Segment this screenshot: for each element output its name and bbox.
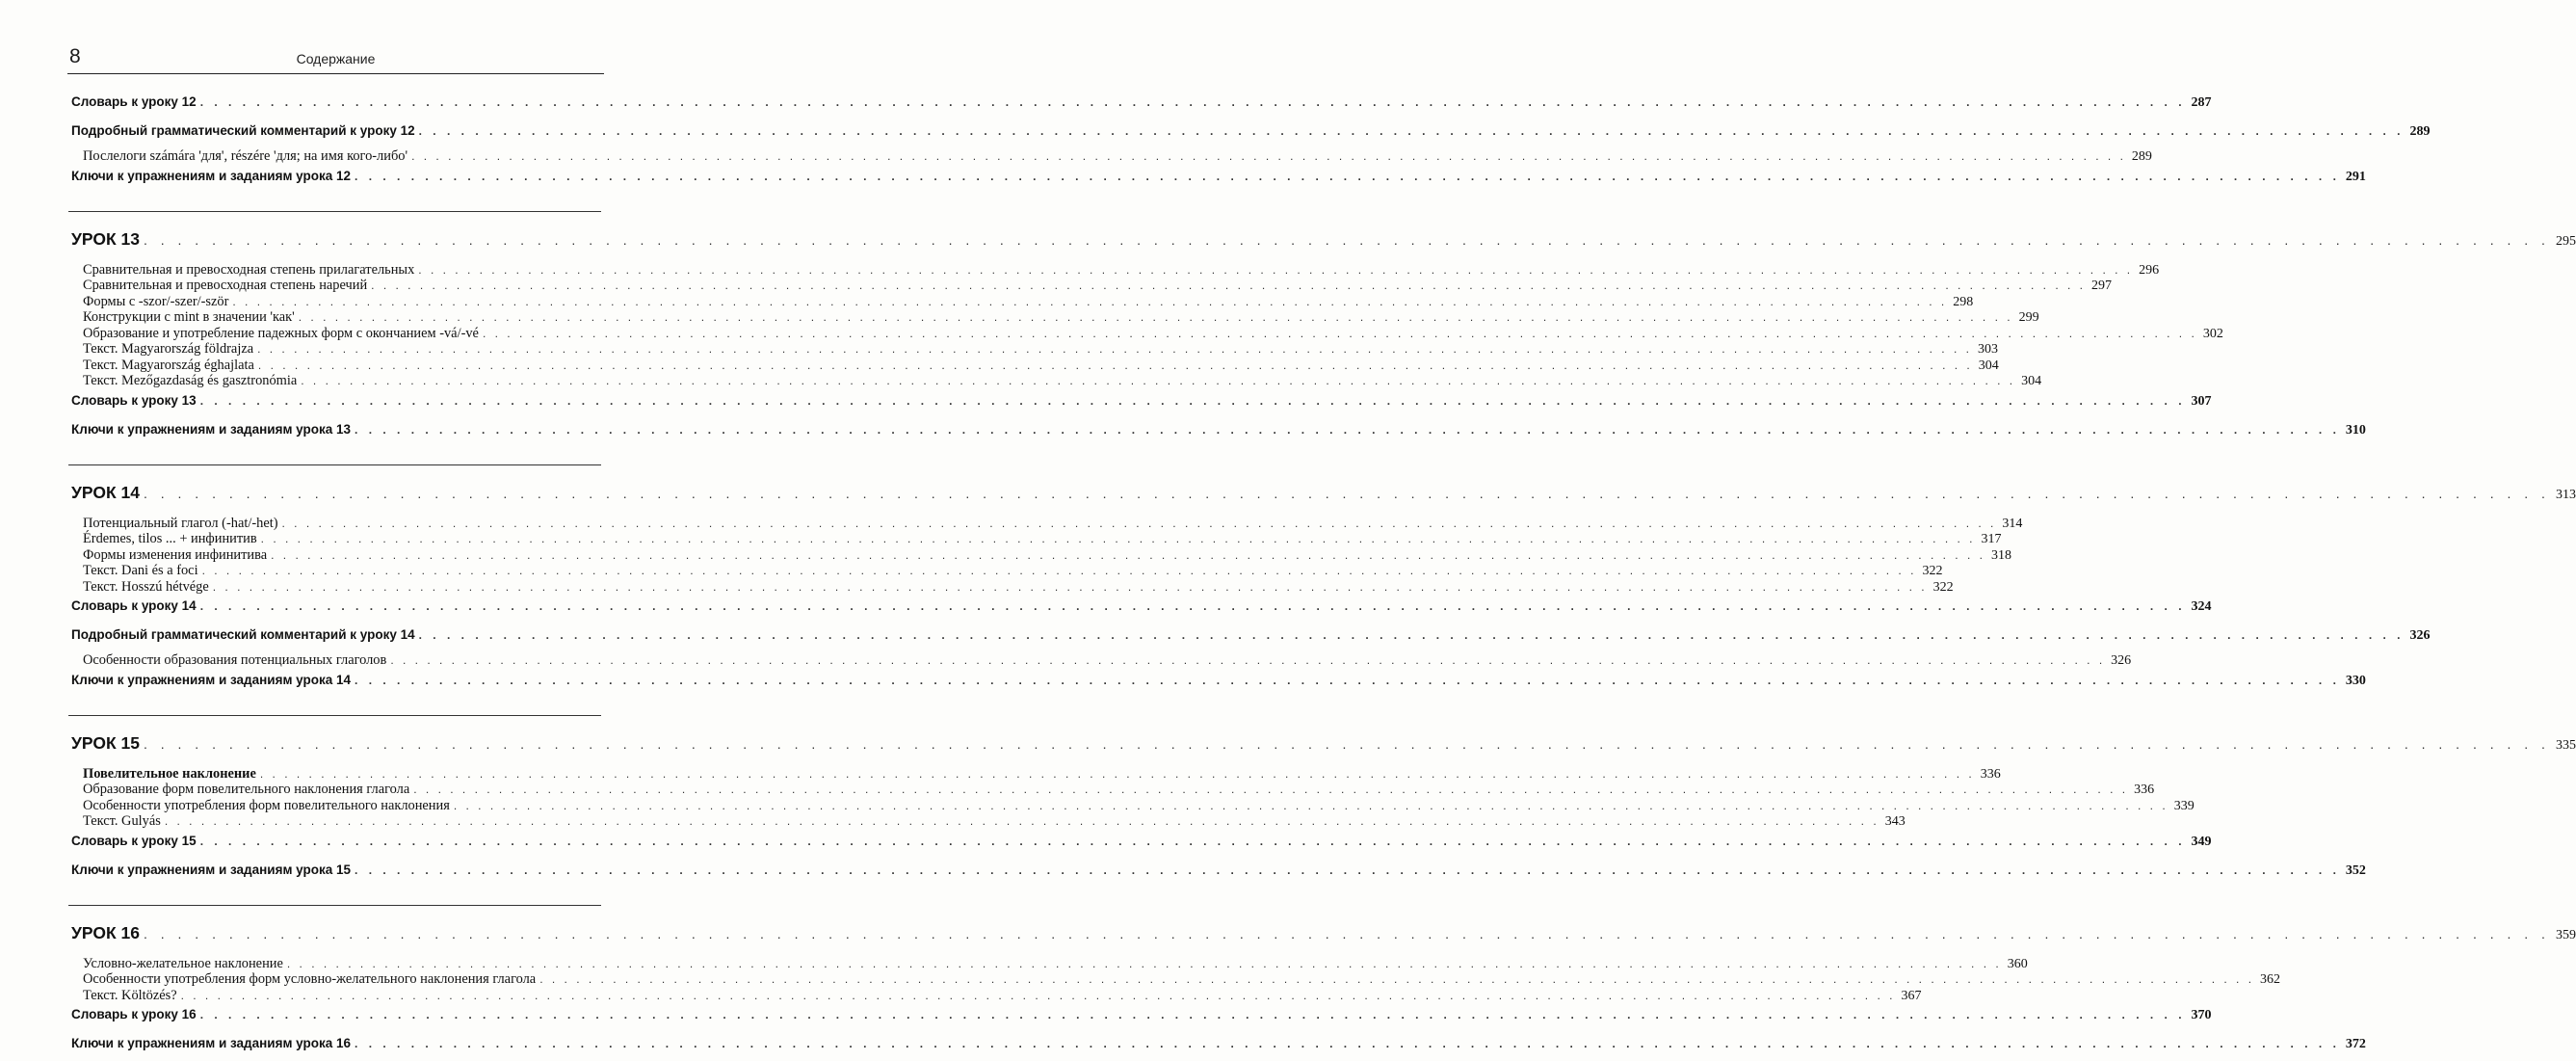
toc-section-entry — [71, 123, 2431, 148]
toc-sub-entry-text: Текст. Hosszú hétvége — [83, 578, 209, 595]
dot-leader: . . . . . . . . . . . . . . . . . . . . . . . . . . . . . . . . . . . . . . . . . . . . . . . . . . . . . . . . . . . . . . . . . . . . . . . . . . . . . . . . . . . . . . . . . . . . . . . . . . . . . . . . . . . . . . . . . . . . . . . . . . . . . . . . . . . . . . . . . . . . . — [418, 124, 2405, 138]
dot-leader: . . . . . . . . . . . . . . . . . . . . . . . . . . . . . . . . . . . . . . . . . . . . . . . . . . . . . . . . . . . . . . . . . . . . . . . . . . . . . . . . . . . . . . . . . . . . . . . . . . . . . . . . . . . . . . . . . . . . . . . . . . . . . . . . . . . . . . . . . . . . . — [482, 326, 2197, 340]
toc-section-entry-text: Ключи к упражнениям и заданиям урока 13 — [71, 421, 352, 437]
toc-sub-entry-text: Сравнительная и превосходная степень прилагательных — [83, 261, 415, 278]
lesson-heading — [71, 482, 2576, 512]
dot-leader: . . . . . . . . . . . . . . . . . . . . . . . . . . . . . . . . . . . . . . . . . . . . . . . . . . . . . . . . . . . . . . . . . . . . . . . . . . . . . . . . . . . . . . . . . . . . . . . . . . . . . . . . . . . . . . . . . . . . . . . . . . . . . . . . . . . . . . . . . . . . . — [199, 1008, 2186, 1021]
toc-sub-entry-text: Особенности употребления форм повелительного наклонения — [83, 797, 450, 813]
dot-leader: . . . . . . . . . . . . . . . . . . . . . . . . . . . . . . . . . . . . . . . . . . . . . . . . . . . . . . . . . . . . . . . . . . . . . . . . . . . . . . . . . . . . . . . . . . . . . . . . . . . . . . . . . . . . . . . . . . . . . . . . . . . . . . . . . . . . . . . . . . . . . — [355, 169, 2340, 183]
toc-sub-entry-text: Особенности образования потенциальных глаголов — [83, 652, 387, 668]
dot-leader: . . . . . . . . . . . . . . . . . . . . . . . . . . . . . . . . . . . . . . . . . . . . . . . . . . . . . . . . . . . . . . . . . . . . . . . . . . . . . . . . . . . . . . . . . . . . . . . . . . . . . . . . . . . . . . . . . . . . . . . . . . . . . . . . . . . . . . . . . . . . . — [257, 358, 1973, 372]
toc-sub-entry-text: Сравнительная и превосходная степень наречий — [83, 278, 368, 293]
toc-section-entry — [71, 94, 2212, 119]
lesson-heading-text: УРОК 16 — [71, 922, 140, 942]
toc-sub-entry-text: Условно-желательное наклонение — [83, 955, 283, 971]
toc-sub-entry-page-number: 343 — [1884, 814, 1906, 829]
toc-section-entry — [71, 392, 2212, 418]
toc-sub-entry — [71, 148, 2152, 165]
toc-subheading-entry-text: Повелительное наклонение — [83, 765, 256, 782]
lesson-heading-page-number: 359 — [2555, 927, 2576, 942]
toc-section-entry-text: Ключи к упражнениям и заданиям урока 15 — [71, 862, 352, 877]
lesson-heading — [71, 732, 2576, 762]
toc-section-entry-text: Словарь к уроку 16 — [71, 1007, 197, 1021]
toc-sub-entry-text: Текст. Mezőgazdaság és gasztronómia — [83, 373, 298, 388]
toc-section-entry — [71, 168, 2366, 194]
toc-sub-entry-page-number: 367 — [1901, 988, 1922, 1003]
lesson-heading — [71, 922, 2576, 952]
toc-sub-entry-page-number: 322 — [1932, 579, 1954, 595]
toc-sub-entry — [71, 293, 1974, 310]
dot-leader: . . . . . . . . . . . . . . . . . . . . . . . . . . . . . . . . . . . . . . . . . . . . . . . . . . . . . . . . . . . . . . . . . . . . . . . . . . . . . . . . . . . . . . . . . . . . . . . . . . . . . . . . . . . . . . . . . . . . . . . . . . . . . . . . . . . . . . . . . . . . . — [201, 564, 1917, 577]
toc-sub-entry-page-number: 289 — [2131, 149, 2152, 164]
toc-subheading-entry — [71, 765, 2001, 782]
toc-section-entry-page-number: 349 — [2191, 834, 2212, 849]
toc-sub-entry-page-number: 299 — [2018, 310, 2039, 325]
toc-sub-entry — [71, 309, 2039, 326]
toc-sub-entry-text: Потенциальный глагол (-hat/-het) — [83, 515, 278, 531]
dot-leader: . . . . . . . . . . . . . . . . . . . . . . . . . . . . . . . . . . . . . . . . . . . . . . . . . . . . . . . . . . . . . . . . . . . . . . . . . . . . . . . . . . . . . . . . . . . . . . . . . . . . . . . . . . . . . . . . . . . . . . . . . . . . . . . . . . . . . . . . . . . . . — [143, 485, 2550, 501]
toc-sub-entry — [71, 373, 2042, 389]
toc-sub-entry — [71, 652, 2132, 669]
dot-leader: . . . . . . . . . . . . . . . . . . . . . . . . . . . . . . . . . . . . . . . . . . . . . . . . . . . . . . . . . . . . . . . . . . . . . . . . . . . . . . . . . . . . . . . . . . . . . . . . . . . . . . . . . . . . . . . . . . . . . . . . . . . . . . . . . . . . . . . . . . . . . — [232, 294, 1948, 308]
toc-sub-entry — [71, 515, 2023, 532]
toc-sub-entry — [71, 546, 2011, 564]
dot-leader: . . . . . . . . . . . . . . . . . . . . . . . . . . . . . . . . . . . . . . . . . . . . . . . . . . . . . . . . . . . . . . . . . . . . . . . . . . . . . . . . . . . . . . . . . . . . . . . . . . . . . . . . . . . . . . . . . . . . . . . . . . . . . . . . . . . . . . . . . . . . . — [355, 1037, 2340, 1050]
toc-section-entry-page-number: 352 — [2345, 862, 2366, 878]
lesson-heading — [71, 228, 2576, 258]
toc-sub-entry-page-number: 304 — [1978, 358, 1999, 373]
dot-leader: . . . . . . . . . . . . . . . . . . . . . . . . . . . . . . . . . . . . . . . . . . . . . . . . . . . . . . . . . . . . . . . . . . . . . . . . . . . . . . . . . . . . . . . . . . . . . . . . . . . . . . . . . . . . . . . . . . . . . . . . . . . . . . . . . . . . . . . . . . . . . — [371, 279, 2087, 292]
toc-section-entry-page-number: 287 — [2191, 95, 2212, 110]
toc-sub-entry-page-number: 298 — [1953, 294, 1974, 309]
toc-sub-entry-page-number: 362 — [2260, 972, 2281, 987]
dot-leader: . . . . . . . . . . . . . . . . . . . . . . . . . . . . . . . . . . . . . . . . . . . . . . . . . . . . . . . . . . . . . . . . . . . . . . . . . . . . . . . . . . . . . . . . . . . . . . . . . . . . . . . . . . . . . . . . . . . . . . . . . . . . . . . . . . . . . . . . . . . . . — [298, 310, 2013, 324]
toc-sub-entry-page-number: 322 — [1922, 564, 1943, 578]
toc-section-entry-page-number: 370 — [2191, 1008, 2212, 1022]
dot-leader: . . . . . . . . . . . . . . . . . . . . . . . . . . . . . . . . . . . . . . . . . . . . . . . . . . . . . . . . . . . . . . . . . . . . . . . . . . . . . . . . . . . . . . . . . . . . . . . . . . . . . . . . . . . . . . . . . . . . . . . . . . . . . . . . . . . . . . . . . . . . . — [418, 628, 2405, 642]
toc-sub-entry-page-number: 317 — [1981, 532, 2002, 546]
dot-leader: . . . . . . . . . . . . . . . . . . . . . . . . . . . . . . . . . . . . . . . . . . . . . . . . . . . . . . . . . . . . . . . . . . . . . . . . . . . . . . . . . . . . . . . . . . . . . . . . . . . . . . . . . . . . . . . . . . . . . . . . . . . . . . . . . . . . . . . . . . . . . — [260, 532, 1976, 545]
dot-leader: . . . . . . . . . . . . . . . . . . . . . . . . . . . . . . . . . . . . . . . . . . . . . . . . . . . . . . . . . . . . . . . . . . . . . . . . . . . . . . . . . . . . . . . . . . . . . . . . . . . . . . . . . . . . . . . . . . . . . . . . . . . . . . . . . . . . . . . . . . . . . — [539, 972, 2255, 986]
toc-section-entry-page-number: 330 — [2345, 673, 2366, 688]
dot-leader: . . . . . . . . . . . . . . . . . . . . . . . . . . . . . . . . . . . . . . . . . . . . . . . . . . . . . . . . . . . . . . . . . . . . . . . . . . . . . . . . . . . . . . . . . . . . . . . . . . . . . . . . . . . . . . . . . . . . . . . . . . . . . . . . . . . . . . . . . . . . . — [259, 766, 1975, 781]
toc-sub-entry — [71, 955, 2028, 972]
toc-section-entry-text: Словарь к уроку 15 — [71, 833, 197, 848]
toc-section-entry — [71, 672, 2366, 698]
toc-section-entry-page-number: 310 — [2345, 422, 2366, 438]
toc-sub-entry-page-number: 326 — [2111, 653, 2132, 668]
toc-sub-entry-page-number: 297 — [2091, 279, 2113, 293]
toc-section-entry-page-number: 326 — [2409, 628, 2431, 643]
lesson-heading-page-number: 313 — [2555, 487, 2576, 502]
toc-section-entry-page-number: 324 — [2191, 599, 2212, 614]
toc-sub-entry-text: Érdemes, tilos ... + инфинитив — [83, 531, 257, 546]
toc-sub-entry — [71, 782, 2155, 798]
toc-sub-entry-text: Особенности употребления форм условно-желательного наклонения глагола — [83, 971, 537, 987]
toc-section-entry-text: Словарь к уроку 12 — [71, 94, 197, 109]
lesson-heading-text: УРОК 15 — [71, 732, 140, 753]
toc-sub-entry — [71, 797, 2195, 814]
toc-sub-entry-text: Образование и употребление падежных форм с окончанием -vá/-vé — [83, 325, 479, 341]
dot-leader: . . . . . . . . . . . . . . . . . . . . . . . . . . . . . . . . . . . . . . . . . . . . . . . . . . . . . . . . . . . . . . . . . . . . . . . . . . . . . . . . . . . . . . . . . . . . . . . . . . . . . . . . . . . . . . . . . . . . . . . . . . . . . . . . . . . . . . . . . . . . . — [271, 547, 1985, 562]
toc-subheading-entry-page-number: 336 — [1980, 766, 2001, 782]
toc-sub-entry-page-number: 360 — [2007, 956, 2028, 971]
toc-sub-entry-page-number: 336 — [2134, 782, 2155, 797]
toc-sub-entry-text: Текст. Gulyás — [83, 813, 161, 829]
dot-leader: . . . . . . . . . . . . . . . . . . . . . . . . . . . . . . . . . . . . . . . . . . . . . . . . . . . . . . . . . . . . . . . . . . . . . . . . . . . . . . . . . . . . . . . . . . . . . . . . . . . . . . . . . . . . . . . . . . . . . . . . . . . . . . . . . . . . . . . . . . . . . — [199, 599, 2186, 613]
toc-section-entry-text: Ключи к упражнениям и заданиям урока 16 — [71, 1036, 352, 1050]
dot-leader: . . . . . . . . . . . . . . . . . . . . . . . . . . . . . . . . . . . . . . . . . . . . . . . . . . . . . . . . . . . . . . . . . . . . . . . . . . . . . . . . . . . . . . . . . . . . . . . . . . . . . . . . . . . . . . . . . . . . . . . . . . . . . . . . . . . . . . . . . . . . . — [411, 149, 2126, 163]
toc-sub-entry-page-number: 318 — [1990, 547, 2011, 563]
toc-section-entry-text: Словарь к уроку 13 — [71, 392, 197, 408]
toc-sub-entry-page-number: 302 — [2202, 326, 2223, 341]
toc-section-entry — [71, 1036, 2366, 1061]
toc-section-entry-text: Словарь к уроку 14 — [71, 598, 197, 613]
toc-sub-entry — [71, 563, 1943, 579]
toc-sub-entry-page-number: 304 — [2021, 374, 2042, 388]
dot-leader: . . . . . . . . . . . . . . . . . . . . . . . . . . . . . . . . . . . . . . . . . . . . . . . . . . . . . . . . . . . . . . . . . . . . . . . . . . . . . . . . . . . . . . . . . . . . . . . . . . . . . . . . . . . . . . . . . . . . . . . . . . . . . . . . . . . . . . . . . . . . . — [199, 95, 2186, 109]
toc-sub-entry — [71, 578, 1954, 596]
lesson-heading-text: УРОК 13 — [71, 228, 140, 249]
dot-leader: . . . . . . . . . . . . . . . . . . . . . . . . . . . . . . . . . . . . . . . . . . . . . . . . . . . . . . . . . . . . . . . . . . . . . . . . . . . . . . . . . . . . . . . . . . . . . . . . . . . . . . . . . . . . . . . . . . . . . . . . . . . . . . . . . . . . . . . . . . . . . — [143, 231, 2550, 248]
dot-leader: . . . . . . . . . . . . . . . . . . . . . . . . . . . . . . . . . . . . . . . . . . . . . . . . . . . . . . . . . . . . . . . . . . . . . . . . . . . . . . . . . . . . . . . . . . . . . . . . . . . . . . . . . . . . . . . . . . . . . . . . . . . . . . . . . . . . . . . . . . . . . — [257, 342, 1972, 356]
lesson-heading-page-number: 295 — [2555, 233, 2576, 249]
toc-sub-entry — [71, 987, 1922, 1004]
toc-section-entry-page-number: 291 — [2345, 169, 2366, 184]
dot-leader: . . . . . . . . . . . . . . . . . . . . . . . . . . . . . . . . . . . . . . . . . . . . . . . . . . . . . . . . . . . . . . . . . . . . . . . . . . . . . . . . . . . . . . . . . . . . . . . . . . . . . . . . . . . . . . . . . . . . . . . . . . . . . . . . . . . . . . . . . . . . . — [143, 925, 2550, 942]
dot-leader: . . . . . . . . . . . . . . . . . . . . . . . . . . . . . . . . . . . . . . . . . . . . . . . . . . . . . . . . . . . . . . . . . . . . . . . . . . . . . . . . . . . . . . . . . . . . . . . . . . . . . . . . . . . . . . . . . . . . . . . . . . . . . . . . . . . . . . . . . . . . . — [301, 374, 2016, 387]
dot-leader: . . . . . . . . . . . . . . . . . . . . . . . . . . . . . . . . . . . . . . . . . . . . . . . . . . . . . . . . . . . . . . . . . . . . . . . . . . . . . . . . . . . . . . . . . . . . . . . . . . . . . . . . . . . . . . . . . . . . . . . . . . . . . . . . . . . . . . . . . . . . . — [212, 579, 1928, 594]
dot-leader: . . . . . . . . . . . . . . . . . . . . . . . . . . . . . . . . . . . . . . . . . . . . . . . . . . . . . . . . . . . . . . . . . . . . . . . . . . . . . . . . . . . . . . . . . . . . . . . . . . . . . . . . . . . . . . . . . . . . . . . . . . . . . . . . . . . . . . . . . . . . . — [286, 956, 2002, 970]
dot-leader: . . . . . . . . . . . . . . . . . . . . . . . . . . . . . . . . . . . . . . . . . . . . . . . . . . . . . . . . . . . . . . . . . . . . . . . . . . . . . . . . . . . . . . . . . . . . . . . . . . . . . . . . . . . . . . . . . . . . . . . . . . . . . . . . . . . . . . . . . . . . . — [143, 735, 2550, 752]
dot-leader: . . . . . . . . . . . . . . . . . . . . . . . . . . . . . . . . . . . . . . . . . . . . . . . . . . . . . . . . . . . . . . . . . . . . . . . . . . . . . . . . . . . . . . . . . . . . . . . . . . . . . . . . . . . . . . . . . . . . . . . . . . . . . . . . . . . . . . . . . . . . . — [453, 798, 2169, 812]
dot-leader: . . . . . . . . . . . . . . . . . . . . . . . . . . . . . . . . . . . . . . . . . . . . . . . . . . . . . . . . . . . . . . . . . . . . . . . . . . . . . . . . . . . . . . . . . . . . . . . . . . . . . . . . . . . . . . . . . . . . . . . . . . . . . . . . . . . . . . . . . . . . . — [413, 782, 2129, 796]
toc-section-entry — [71, 598, 2212, 623]
dot-leader: . . . . . . . . . . . . . . . . . . . . . . . . . . . . . . . . . . . . . . . . . . . . . . . . . . . . . . . . . . . . . . . . . . . . . . . . . . . . . . . . . . . . . . . . . . . . . . . . . . . . . . . . . . . . . . . . . . . . . . . . . . . . . . . . . . . . . . . . . . . . . — [164, 814, 1879, 828]
toc-sub-entry-page-number: 296 — [2139, 262, 2160, 278]
toc-sub-entry — [71, 813, 1906, 830]
toc-sub-entry-text: Текст. Magyarország földrajza — [83, 341, 254, 357]
toc-section-entry-text: Ключи к упражнениям и заданиям урока 14 — [71, 672, 352, 687]
dot-leader: . . . . . . . . . . . . . . . . . . . . . . . . . . . . . . . . . . . . . . . . . . . . . . . . . . . . . . . . . . . . . . . . . . . . . . . . . . . . . . . . . . . . . . . . . . . . . . . . . . . . . . . . . . . . . . . . . . . . . . . . . . . . . . . . . . . . . . . . . . . . . — [199, 834, 2186, 848]
lesson-heading-text: УРОК 14 — [71, 482, 140, 502]
toc-section-entry — [71, 627, 2431, 652]
toc-section-entry-page-number: 372 — [2345, 1037, 2366, 1051]
toc-sub-entry-text: Текст. Dani és a foci — [83, 563, 198, 578]
dot-leader: . . . . . . . . . . . . . . . . . . . . . . . . . . . . . . . . . . . . . . . . . . . . . . . . . . . . . . . . . . . . . . . . . . . . . . . . . . . . . . . . . . . . . . . . . . . . . . . . . . . . . . . . . . . . . . . . . . . . . . . . . . . . . . . . . . . . . . . . . . . . . — [355, 862, 2340, 877]
dot-leader: . . . . . . . . . . . . . . . . . . . . . . . . . . . . . . . . . . . . . . . . . . . . . . . . . . . . . . . . . . . . . . . . . . . . . . . . . . . . . . . . . . . . . . . . . . . . . . . . . . . . . . . . . . . . . . . . . . . . . . . . . . . . . . . . . . . . . . . . . . . . . — [355, 422, 2340, 437]
toc-sub-entry — [71, 261, 2160, 279]
toc-sub-entry — [71, 341, 1998, 358]
toc-section-entry-page-number: 307 — [2191, 393, 2212, 409]
toc-section-entry-page-number: 289 — [2409, 124, 2431, 139]
toc-section-entry-text: Подробный грамматический комментарий к уроку 14 — [71, 627, 415, 642]
toc-section-entry — [71, 862, 2366, 888]
toc-sub-entry — [71, 971, 2281, 988]
dot-leader: . . . . . . . . . . . . . . . . . . . . . . . . . . . . . . . . . . . . . . . . . . . . . . . . . . . . . . . . . . . . . . . . . . . . . . . . . . . . . . . . . . . . . . . . . . . . . . . . . . . . . . . . . . . . . . . . . . . . . . . . . . . . . . . . . . . . . . . . . . . . . — [355, 673, 2340, 687]
dot-leader: . . . . . . . . . . . . . . . . . . . . . . . . . . . . . . . . . . . . . . . . . . . . . . . . . . . . . . . . . . . . . . . . . . . . . . . . . . . . . . . . . . . . . . . . . . . . . . . . . . . . . . . . . . . . . . . . . . . . . . . . . . . . . . . . . . . . . . . . . . . . . — [199, 393, 2186, 408]
page-header — [67, 42, 604, 74]
toc-section-entry — [71, 1007, 2212, 1032]
toc-sub-entry-text: Формы изменения инфинитива — [83, 546, 268, 563]
toc-sub-entry-text: Текст. Költözés? — [83, 987, 177, 1003]
dot-leader: . . . . . . . . . . . . . . . . . . . . . . . . . . . . . . . . . . . . . . . . . . . . . . . . . . . . . . . . . . . . . . . . . . . . . . . . . . . . . . . . . . . . . . . . . . . . . . . . . . . . . . . . . . . . . . . . . . . . . . . . . . . . . . . . . . . . . . . . . . . . . — [180, 988, 1896, 1002]
dot-leader: . . . . . . . . . . . . . . . . . . . . . . . . . . . . . . . . . . . . . . . . . . . . . . . . . . . . . . . . . . . . . . . . . . . . . . . . . . . . . . . . . . . . . . . . . . . . . . . . . . . . . . . . . . . . . . . . . . . . . . . . . . . . . . . . . . . . . . . . . . . . . — [281, 516, 1997, 530]
toc-section-entry-text: Ключи к упражнениям и заданиям урока 12 — [71, 168, 352, 183]
toc-section-entry — [71, 833, 2212, 859]
toc-section-entry-text: Подробный грамматический комментарий к уроку 12 — [71, 123, 415, 138]
dot-leader: . . . . . . . . . . . . . . . . . . . . . . . . . . . . . . . . . . . . . . . . . . . . . . . . . . . . . . . . . . . . . . . . . . . . . . . . . . . . . . . . . . . . . . . . . . . . . . . . . . . . . . . . . . . . . . . . . . . . . . . . . . . . . . . . . . . . . . . . . . . . . — [390, 653, 2106, 667]
toc-sub-entry — [71, 325, 2223, 342]
toc-sub-entry — [71, 357, 1999, 374]
toc-sub-entry-text: Формы с -szor/-szer/-ször — [83, 293, 229, 309]
lesson-heading-page-number: 335 — [2555, 737, 2576, 753]
toc-section-entry — [71, 421, 2366, 447]
toc-sub-entry-text: Образование форм повелительного наклонения глагола — [83, 782, 410, 797]
table-of-contents — [71, 94, 2576, 1061]
running-title: Содержание — [296, 51, 376, 66]
toc-sub-entry-page-number: 314 — [2002, 516, 2023, 531]
toc-sub-entry-text: Текст. Magyarország éghajlata — [83, 357, 254, 373]
toc-sub-entry-page-number: 303 — [1977, 342, 1998, 357]
toc-sub-entry-page-number: 339 — [2173, 798, 2195, 813]
toc-sub-entry-text: Конструкции с mint в значении 'как' — [83, 309, 295, 325]
toc-sub-entry — [71, 531, 2002, 547]
page-number: 8 — [69, 45, 81, 67]
dot-leader: . . . . . . . . . . . . . . . . . . . . . . . . . . . . . . . . . . . . . . . . . . . . . . . . . . . . . . . . . . . . . . . . . . . . . . . . . . . . . . . . . . . . . . . . . . . . . . . . . . . . . . . . . . . . . . . . . . . . . . . . . . . . . . . . . . . . . . . . . . . . . — [418, 262, 2134, 277]
toc-sub-entry — [71, 278, 2113, 294]
toc-sub-entry-text: Послелоги számára 'для', részére 'для; на имя кого-либо' — [83, 148, 408, 164]
